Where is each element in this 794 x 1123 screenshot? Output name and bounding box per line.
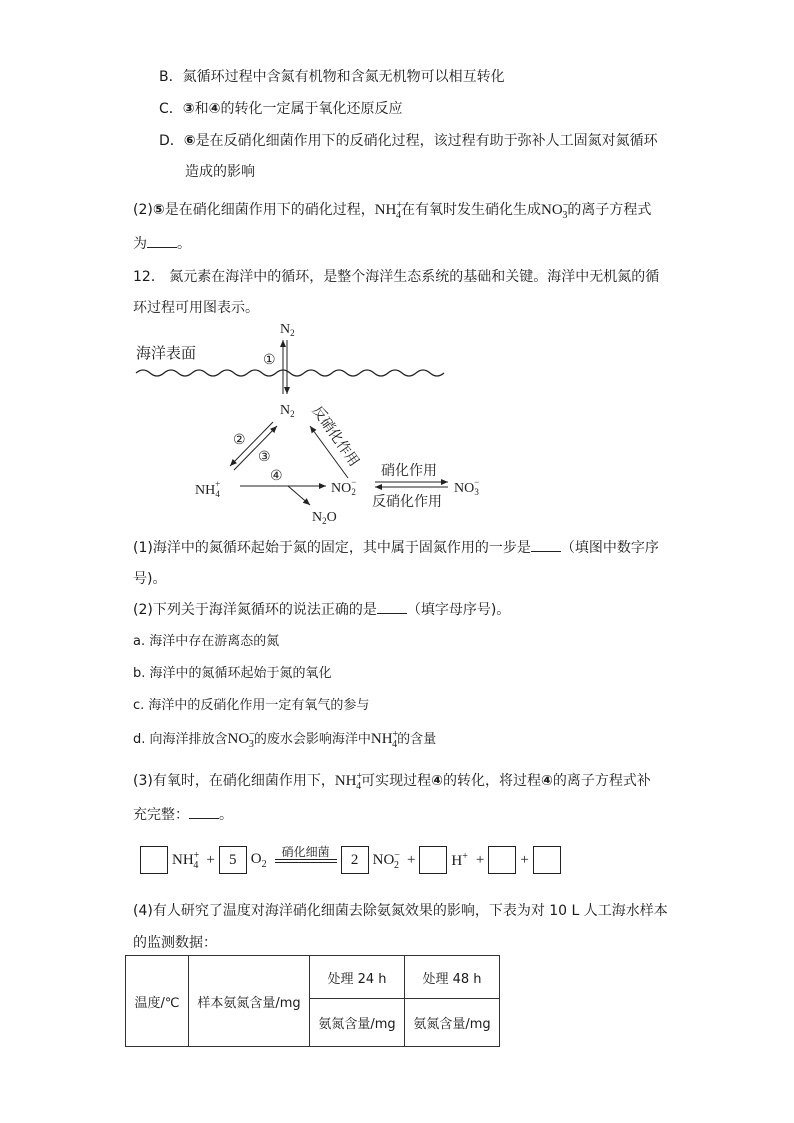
- header-sample-content: 样本氨氮含量/mg: [189, 956, 310, 1047]
- reaction-arrow: [275, 845, 337, 863]
- product-box-2[interactable]: [533, 846, 561, 874]
- reaction-condition: 硝化细菌: [281, 845, 330, 859]
- answer-blank[interactable]: [531, 539, 561, 552]
- header-48h: 处理 48 h: [405, 956, 500, 999]
- arrow-to-n2o: [288, 486, 310, 505]
- question-2-line2: 为 。: [133, 236, 191, 252]
- question-12-line2: 环过程可用图表示。: [133, 300, 259, 316]
- subquestion-4-line1: (4)有人研究了温度对海洋硝化细菌去除氨氮效果的影响，下表为对 10 L 人工海水样本: [133, 903, 668, 919]
- subquestion-4-line2: 的监测数据：: [133, 935, 217, 951]
- monitoring-data-table: [125, 955, 500, 1047]
- n2-top: $N_2$: [280, 322, 295, 338]
- question-12-line1: 12． 氮元素在海洋中的循环，是整个海洋生态系统的基础和关键。海洋中无机氮的循: [133, 269, 660, 285]
- no3-species: NO− 3: [454, 477, 480, 497]
- answer-blank[interactable]: [147, 235, 177, 248]
- question-2-line1: (2)⑤是在硝化细菌作用下的硝化过程，$NH^+_4$在有氧时发生硝化生成$NO^-_3$的离子方程式: [133, 200, 652, 221]
- step-1-label: ①: [263, 353, 276, 368]
- o2-term: $O_2$: [250, 850, 267, 870]
- coefficient-box-nh4[interactable]: [140, 846, 168, 874]
- option-d: D．⑥是在反硝化细菌作用下的反硝化过程，该过程有助于弥补人工固氮对氮循环: [159, 133, 658, 149]
- ocean-surface-wave: [136, 370, 444, 376]
- h-term: H+: [451, 850, 468, 869]
- subquestion-1-line1: (1)海洋中的氮循环起始于氮的固定，其中属于固氮作用的一步是 （填图中数字序: [133, 540, 659, 556]
- nh4-species: NH+ 4: [195, 479, 221, 499]
- subheader-24h-content: 氨氮含量/mg: [310, 999, 405, 1047]
- coefficient-box-no2: 2: [341, 846, 369, 874]
- product-box-1[interactable]: [488, 846, 516, 874]
- plus-sign: +: [406, 851, 416, 868]
- ocean-surface-label: 海洋表面: [136, 344, 197, 362]
- no2-species: NO− 2: [331, 477, 357, 497]
- ion-equation: [140, 840, 561, 880]
- option-d-continued: 造成的影响: [185, 164, 255, 180]
- coefficient-box-h[interactable]: [419, 846, 447, 874]
- subquestion-3-line2: 充完整： 。: [133, 807, 233, 823]
- no2-term: $NO^-_2$: [372, 849, 400, 871]
- nh4-term: $NH^+_4$: [172, 849, 200, 871]
- plus-sign: +: [475, 851, 485, 868]
- choice-a: a. 海洋中存在游离态的氮: [133, 634, 280, 649]
- choice-c: c. 海洋中的反硝化作用一定有氧气的参与: [133, 698, 370, 713]
- choice-d: d. 向海洋排放含$NO^-_3$的废水会影响海洋中$NH^+_4$的含量: [133, 729, 437, 750]
- denitrification-diagonal-label: 反硝化作用: [308, 403, 362, 470]
- nitrogen-cycle-diagram: [130, 318, 510, 528]
- choice-b: b. 海洋中的氮循环起始于氮的氧化: [133, 666, 332, 681]
- answer-blank[interactable]: [377, 601, 407, 614]
- n2-ocean: $N_2$: [280, 403, 295, 419]
- plus-sign: +: [206, 851, 215, 868]
- step-2-label: ②: [233, 433, 246, 448]
- subquestion-2-line1: (2)下列关于海洋氮循环的说法正确的是 （填字母序号)。: [133, 602, 511, 618]
- header-24h: 处理 24 h: [310, 956, 405, 999]
- coefficient-box-o2: 5: [219, 846, 247, 874]
- n2o-species: $N_2O$: [312, 510, 337, 526]
- nitrification-label: 硝化作用: [381, 463, 437, 479]
- denitrification-label: 反硝化作用: [372, 494, 442, 510]
- option-c: C．③和④的转化一定属于氧化还原反应: [159, 101, 403, 117]
- step-4-label: ④: [270, 469, 283, 484]
- header-temperature: 温度/℃: [126, 956, 189, 1047]
- step-3-label: ③: [258, 450, 271, 465]
- subheader-48h-content: 氨氮含量/mg: [405, 999, 500, 1047]
- subquestion-1-line2: 号)。: [133, 571, 167, 587]
- answer-blank[interactable]: [189, 806, 219, 819]
- option-b: B．氮循环过程中含氮有机物和含氮无机物可以相互转化: [159, 69, 505, 85]
- subquestion-3-line1: (3)有氧时，在硝化细菌作用下，$NH^+_4$可实现过程④的转化，将过程④的离子方程式补: [133, 771, 651, 792]
- plus-sign: +: [520, 851, 529, 868]
